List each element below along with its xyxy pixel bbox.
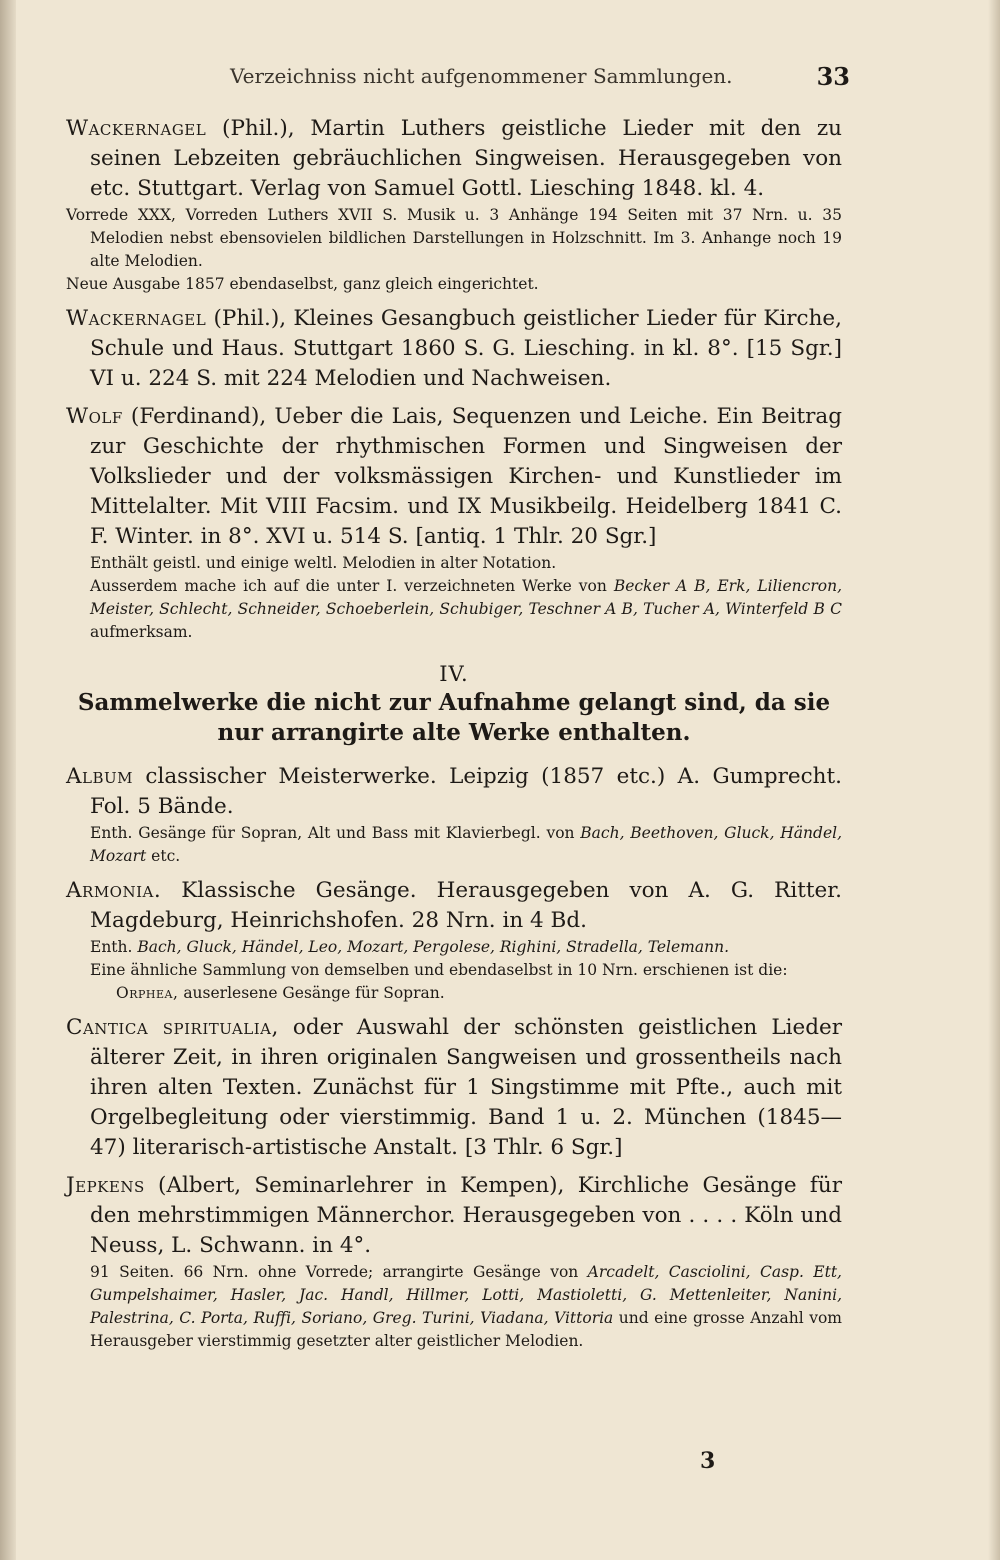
entry-author: Cantica spiritualia, xyxy=(66,1015,279,1040)
entry-subnote: Orphea, auserlesene Gesänge für Sopran. xyxy=(116,984,445,1002)
entry-note: Eine ähnliche Sammlung von demselben und ebendaselbst in 10 Nrn. erschienen ist die: xyxy=(90,961,788,979)
composer-names: Becker A B, Erk, Liliencron, Meister, Schlecht, Schneider, Schoeberlein, Schubiger, Teschner A B, Tucher A, Winterfeld B C xyxy=(90,577,842,618)
entry-note: Ausserdem mache ich auf die unter I. verzeichneten Werke von Becker A B, Erk, Liliencron, Meister, Schlecht, Schneider, Schoeberlein, Schubiger, Teschner A B, Tucher A, Winterfeld B C aufmerksam. xyxy=(90,577,842,641)
page-shadow-right xyxy=(988,0,1000,1560)
entry-text: Klassische Gesänge. Herausgegeben von A. G. Ritter. Magdeburg, Heinrichshofen. 28 Nrn. in 4 Bd. xyxy=(90,878,842,933)
entry-text: (Albert, Seminarlehrer in Kempen), Kirchliche Gesänge für den mehrstimmigen Männerchor. Herausgegeben von . . . . Köln und Neuss, L. Schwann. in 4°. xyxy=(90,1173,842,1258)
section-number: IV. xyxy=(439,662,469,686)
entry-note: 91 Seiten. 66 Nrn. ohne Vorrede; arrangirte Gesänge von Arcadelt, Casciolini, Casp. Ett, Gumpelshaimer, Hasler, Jac. Handl, Hillmer, Lotti, Mastioletti, G. Mettenleiter, Nanini, Palestrina, C. Porta, Ruffi, Soriano, Greg. Turini, Viadana, Vittoria und eine grosse Anzahl vom Herausgeber vierstimmig gesetzter alter geistlicher Melodien. xyxy=(90,1263,842,1350)
entry-cantica xyxy=(66,1013,842,1163)
signature-mark: 3 xyxy=(700,1448,716,1474)
entry-note: Neue Ausgabe 1857 ebendaselbst, ganz gleich eingerichtet. xyxy=(66,275,539,293)
entry-note: Enthält geistl. und einige weltl. Melodien in alter Notation. xyxy=(90,554,557,572)
entry-author: Jepkens xyxy=(66,1173,145,1198)
entry-author: Armonia. xyxy=(66,878,162,903)
entry-text: (Phil.), Martin Luthers geistliche Lieder mit den zu seinen Lebzeiten gebräuchlichen Singweisen. Herausgegeben von etc. Stuttgart. Verlag von Samuel Gottl. Liesching 1848. kl. 4. xyxy=(90,116,842,201)
entry-wackernagel-gesangbuch xyxy=(66,304,842,394)
page-shadow-left xyxy=(0,0,16,1560)
page-header xyxy=(230,62,850,96)
entry-text: (Phil.), Kleines Gesangbuch geistlicher Lieder für Kirche, Schule und Haus. Stuttgart 1860 S. G. Liesching. in kl. 8°. [15 Sgr.] VI u. 224 S. mit 224 Melodien und Nachweisen. xyxy=(90,306,842,391)
composer-names: Arcadelt, Casciolini, Casp. Ett, Gumpelshaimer, Hasler, Jac. Handl, Hillmer, Lotti, Mastioletti, G. Mettenleiter, Nanini, Palestrina, C. Porta, Ruffi, Soriano, Greg. Turini, Viadana, Vittoria xyxy=(90,1263,842,1327)
running-title: Verzeichniss nicht aufgenommener Sammlungen. xyxy=(230,64,733,88)
entry-text: (Ferdinand), Ueber die Lais, Sequenzen und Leiche. Ein Beitrag zur Geschichte der rhythmischen Formen und Singweisen der Volkslieder und der volksmässigen Kirchen- und Kunstlieder im Mittelalter. Mit VIII Facsim. und IX Musikbeilg. Heidelberg 1841 C. F. Winter. in 8°. XVI u. 514 S. [antiq. 1 Thlr. 20 Sgr.] xyxy=(90,404,842,549)
entry-wackernagel-luther xyxy=(66,114,842,296)
composer-names: Bach, Beethoven, Gluck, Händel, Mozart xyxy=(90,824,842,865)
entry-note: Enth. Gesänge für Sopran, Alt und Bass mit Klavierbegl. von Bach, Beethoven, Gluck, Händel, Mozart etc. xyxy=(90,824,842,865)
entry-note: Vorrede XXX, Vorreden Luthers XVII S. Musik u. 3 Anhänge 194 Seiten mit 37 Nrn. u. 35 Melodien nebst ebensovielen bildlichen Darstellungen in Holzschnitt. Im 3. Anhange noch 19 alte Melodien. xyxy=(66,206,842,270)
entry-author: Wolf xyxy=(66,404,123,429)
page-number: 33 xyxy=(816,62,850,91)
entry-album xyxy=(66,762,842,868)
entry-wolf xyxy=(66,402,842,644)
entry-text: classischer Meisterwerke. Leipzig (1857 etc.) A. Gumprecht. Fol. 5 Bände. xyxy=(90,764,842,819)
entry-armonia xyxy=(66,876,842,1005)
entry-jepkens xyxy=(66,1171,842,1353)
page-body xyxy=(66,114,842,1353)
entry-author: Wackernagel xyxy=(66,306,207,331)
entry-author: Album xyxy=(66,764,134,789)
section-heading: Sammelwerke die nicht zur Aufnahme gelangt sind, da sie nur arrangirte alte Werke enthalten. xyxy=(77,689,831,746)
entry-text: oder Auswahl der schönsten geistlichen Lieder älterer Zeit, in ihren originalen Sangweisen und grossentheils nach ihren alten Texten. Zunächst für 1 Singstimme mit Pfte., auch mit Orgelbegleitung oder vierstimmig. Band 1 u. 2. München (1845—47) literarisch-artistische Anstalt. [3 Thlr. 6 Sgr.] xyxy=(90,1015,842,1160)
composer-names: Bach, Gluck, Händel, Leo, Mozart, Pergolese, Righini, Stradella, Telemann. xyxy=(137,938,730,956)
entry-note: Enth. Bach, Gluck, Händel, Leo, Mozart, Pergolese, Righini, Stradella, Telemann. xyxy=(90,938,730,956)
entry-author: Wackernagel xyxy=(66,116,207,141)
